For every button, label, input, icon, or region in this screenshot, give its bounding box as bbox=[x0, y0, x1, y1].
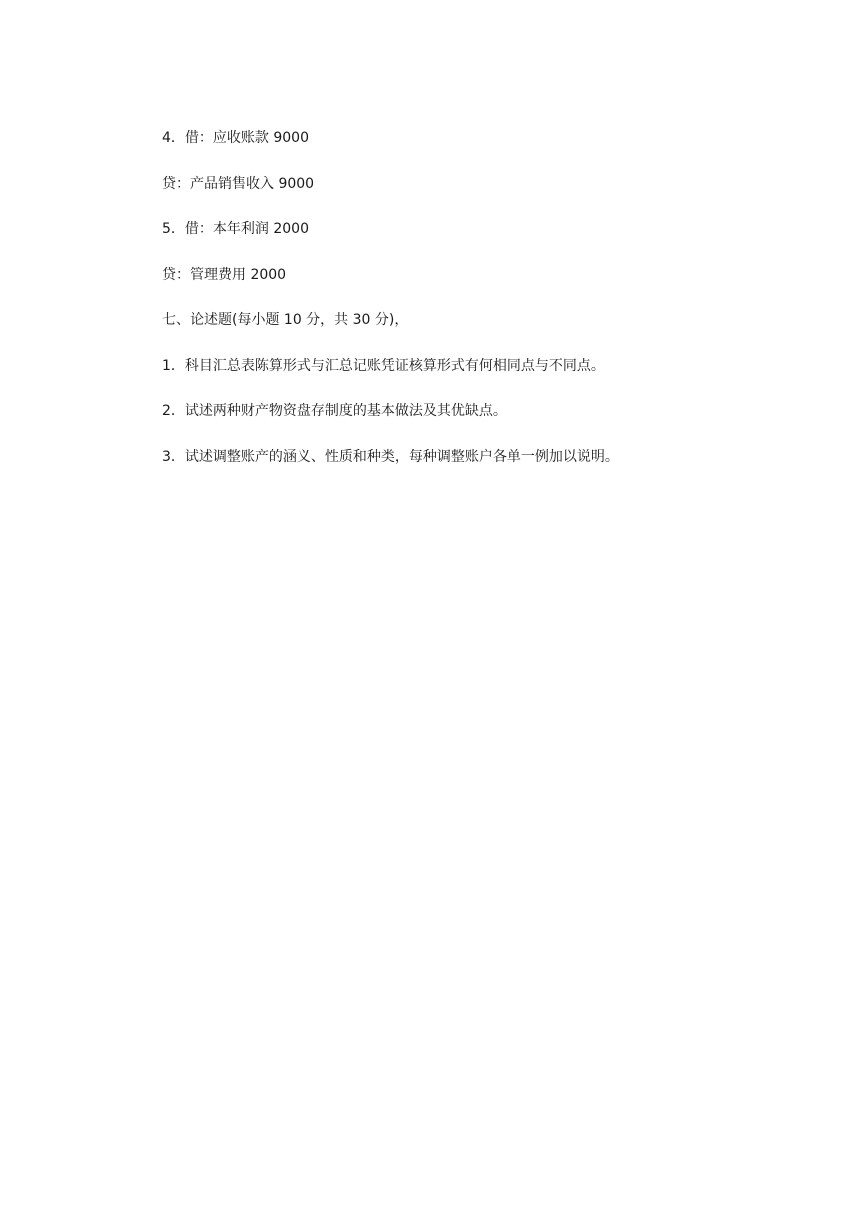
journal-entry-4-debit: 4．借：应收账款 9000 bbox=[162, 130, 309, 146]
journal-entry-4-credit: 贷：产品销售收入 9000 bbox=[162, 175, 315, 192]
journal-entry-5-debit: 5．借：本年利润 2000 bbox=[162, 221, 309, 237]
essay-question-2: 2．试述两种财产物资盘存制度的基本做法及其优缺点。 bbox=[162, 403, 507, 419]
essay-question-1: 1．科目汇总表陈算形式与汇总记账凭证核算形式有何相同点与不同点。 bbox=[162, 357, 605, 374]
journal-entry-5-credit: 贷：管理费用 2000 bbox=[162, 266, 287, 283]
essay-question-3: 3．试述调整账产的涵义、性质和种类，每种调整账户各单一例加以说明。 bbox=[162, 448, 619, 465]
section-heading-essay: 七、论述题(每小题 10 分，共 30 分)， bbox=[162, 312, 409, 328]
document-body bbox=[162, 128, 782, 467]
